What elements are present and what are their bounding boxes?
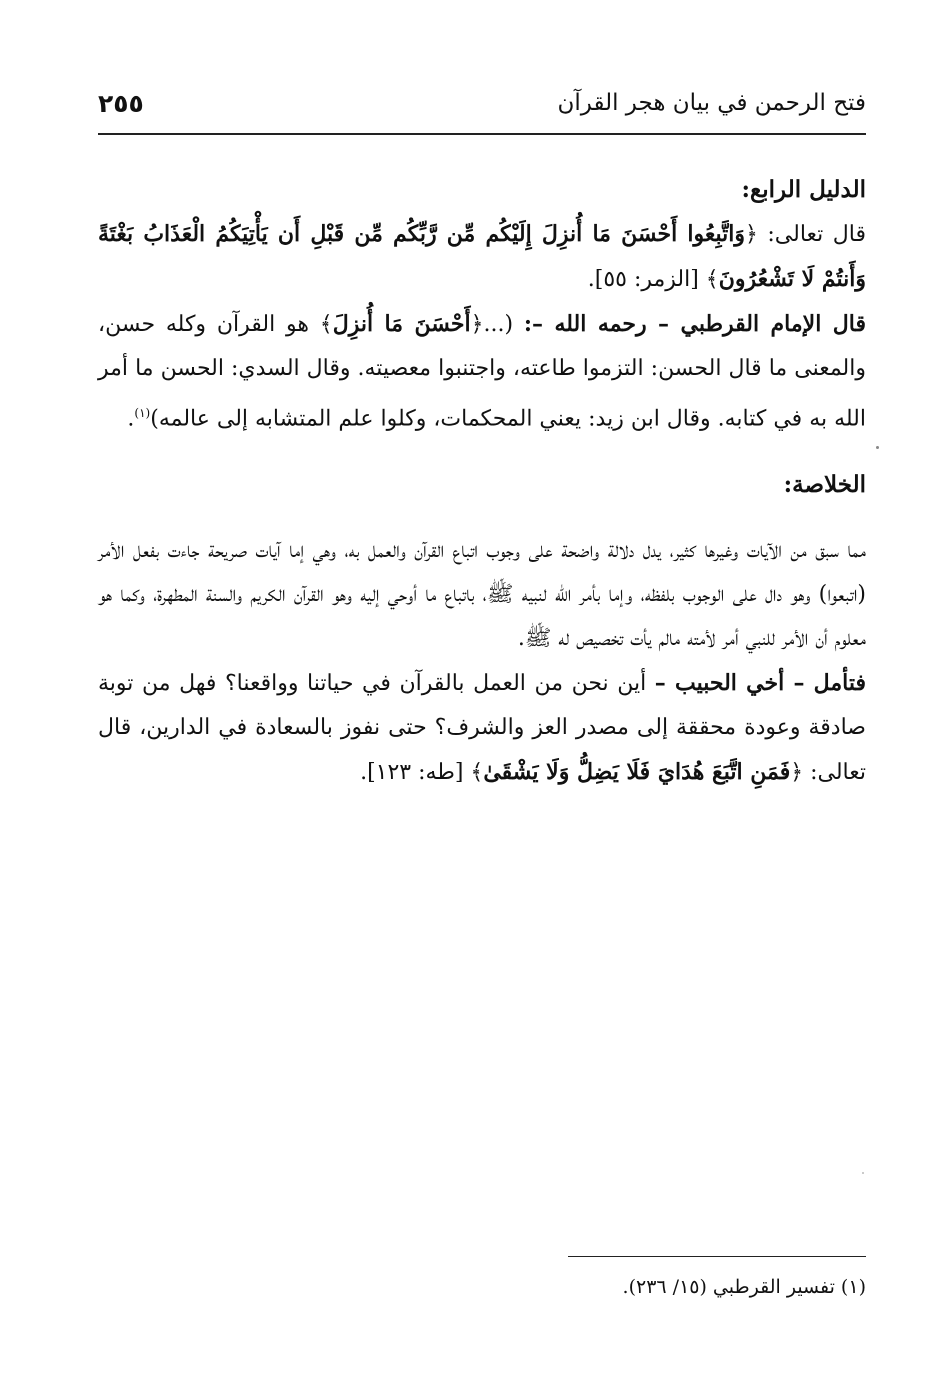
qurtubi-end: . bbox=[127, 406, 135, 432]
scan-speck bbox=[862, 1172, 864, 1174]
reflection-opening: فتأمل – أخي الحبيب – bbox=[654, 670, 866, 697]
page-number: ٢٥٥ bbox=[98, 88, 144, 118]
quote-open: (...﴿ bbox=[470, 312, 524, 337]
section-title-fourth-evidence: الدليل الرابع: bbox=[741, 176, 866, 203]
summary-paragraph: مما سبق من الآيات وغيرها كثير، يدل دلالة واضحة على وجوب اتباع القرآن والعمل به، وهي إما آيات صريحة جاءت بفعل الأمر (اتبعوا) وهو دال على الوجوب بلفظه، وإما بأمر الله لنبيه ﷺ، باتباع ما أوحي إليه وهو القرآن الكريم والسنة المطهرة، وكما هو معلوم أن الأمر للنبي أمر لأمته مالم يأت تخصيص له ﷺ. bbox=[98, 538, 866, 652]
spacer bbox=[98, 441, 866, 463]
qurtubi-paragraph bbox=[98, 302, 866, 441]
qurtubi-body: ﴾ هو القرآن وكله حسن، والمعنى ما قال الحسن: التزموا طاعته، واجتنبوا معصيته. وقال السدي: الحسن ما أمر الله به في كتابه. وقال ابن زيد: يعني المحكمات، وكلوا علم المتشابه إلى عالمه) bbox=[98, 312, 866, 432]
running-title: فتح الرحمن في بيان هجر القرآن bbox=[557, 90, 866, 116]
quran-verse-taha: فَمَنِ اتَّبَعَ هُدَايَ فَلَا يَضِلُّ وَلَا يَشْقَىٰ bbox=[483, 759, 791, 786]
reflection-text: أين نحن من العمل بالقرآن في حياتنا وواقعنا؟ فهل من توبة صادقة وعودة محققة إلى مصدر العز والشرف؟ حتى نفوز بالسعادة في الدارين، قال تعالى: ﴿ bbox=[98, 671, 866, 786]
footnote: (١) تفسير القرطبي (١٥/ ٢٣٦). bbox=[622, 1276, 866, 1298]
section-title-summary: الخلاصة: bbox=[783, 471, 866, 499]
quote-ayah: أَحْسَنَ مَا أُنزِلَ bbox=[332, 311, 471, 337]
reflection-paragraph bbox=[98, 661, 866, 795]
verse-paragraph bbox=[98, 212, 866, 302]
header-rule bbox=[98, 133, 866, 135]
quran-verse: وَاتَّبِعُوا أَحْسَنَ مَا أُنزِلَ إِلَيْكُم مِّن رَّبِّكُم مِّن قَبْلِ أَن يَأْتِيَكُمُ الْعَذَابُ بَغْتَةً وَأَنتُمْ لَا تَشْعُرُونَ bbox=[98, 221, 866, 292]
scan-speck bbox=[876, 446, 879, 449]
verse-reference: ﴾ [الزمر: ٥٥]. bbox=[587, 267, 719, 292]
verse-intro: قال تعالى: ﴿ bbox=[744, 222, 866, 247]
footnote-marker: (١) bbox=[134, 406, 151, 420]
qurtubi-speaker: قال الإمام القرطبي – رحمه الله –: bbox=[523, 311, 867, 337]
page-header bbox=[98, 82, 866, 124]
footnote-rule bbox=[568, 1256, 866, 1257]
main-content bbox=[98, 168, 866, 795]
spacer bbox=[98, 507, 866, 529]
verse-reference-taha: ﴾ [طه: ١٢٣]. bbox=[360, 760, 484, 786]
